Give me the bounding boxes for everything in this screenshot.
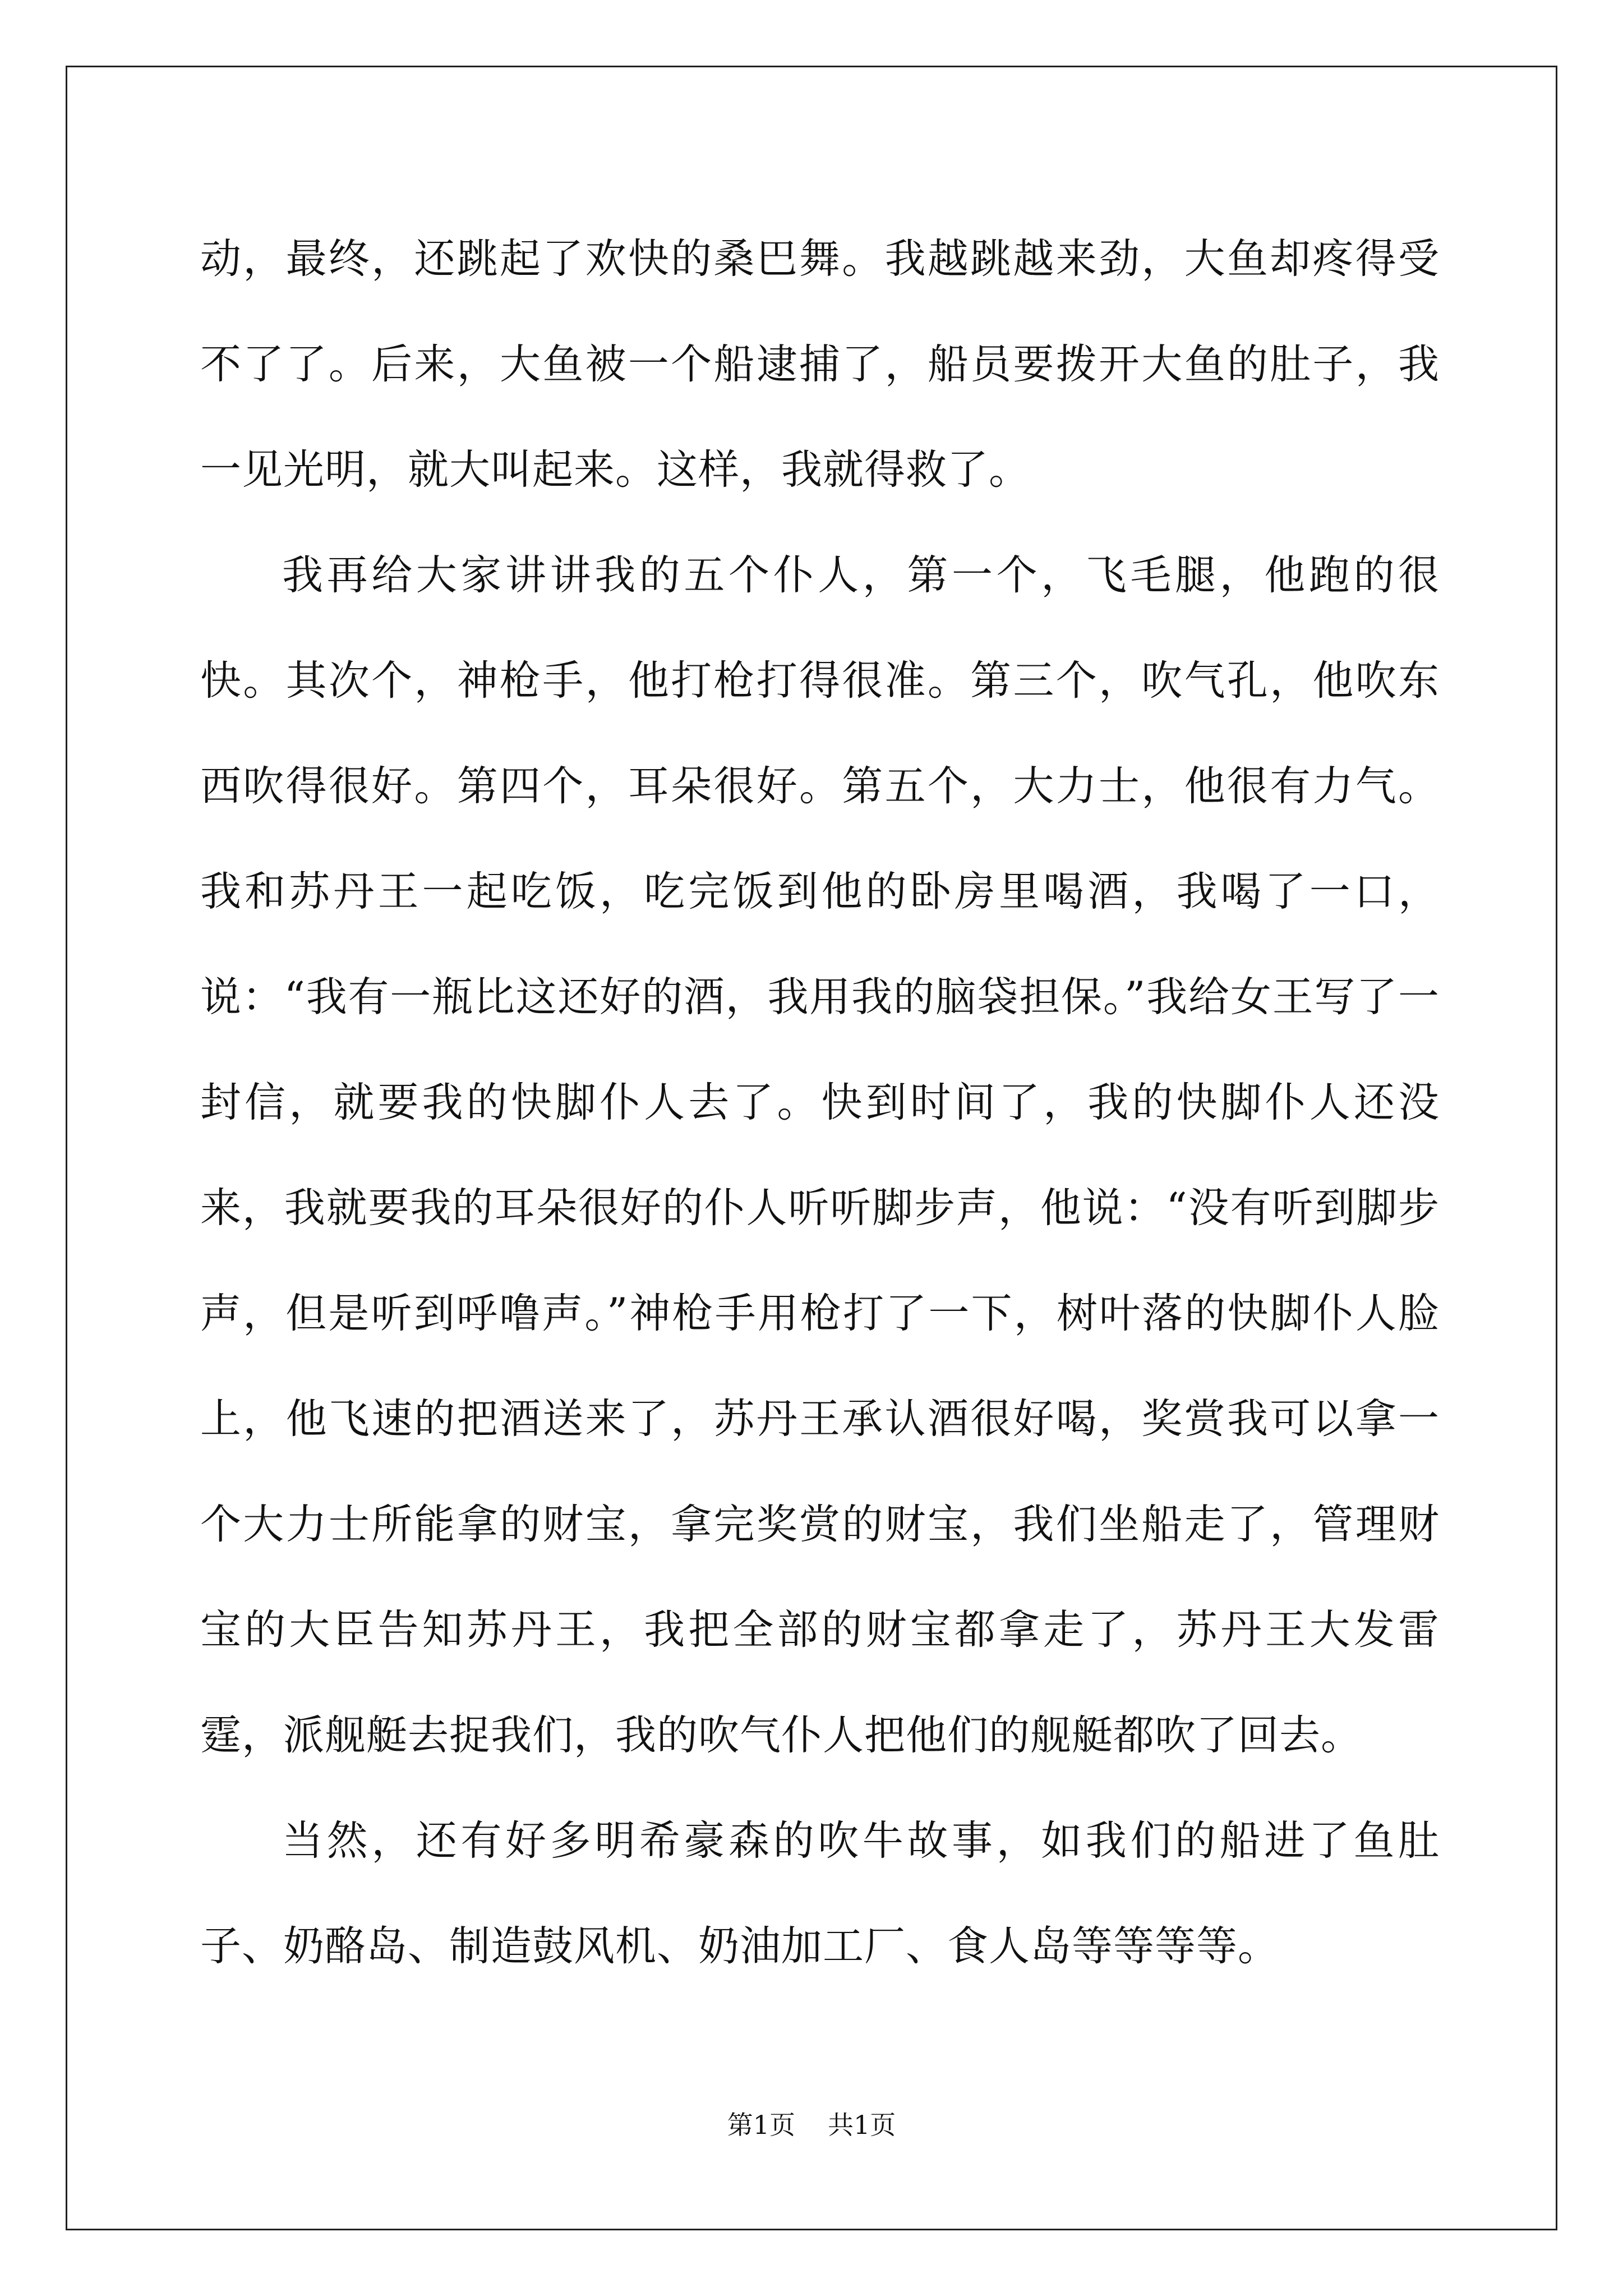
document-body [200,206,1440,1999]
page-footer [0,2108,1623,2142]
page-total: 共1页 [828,2110,896,2140]
paragraph-1: 动，最终，还跳起了欢快的桑巴舞。我越跳越来劲，大鱼却疼得受不了了。后来，大鱼被一个船逮捕了，船员要拨开大鱼的肚子，我一见光明，就大叫起来。这样，我就得救了。 [200,235,1440,494]
paragraph-2: 我再给大家讲讲我的五个仆人，第一个，飞毛腿，他跑的很快。其次个，神枪手，他打枪打得很准。第三个，吹气孔，他吹东西吹得很好。第四个，耳朵很好。第五个，大力士，他很有力气。我和苏丹王一起吃饭，吃完饭到他的卧房里喝酒，我喝了一口，说：“我有一瓶比这还好的酒，我用我的脑袋担保。”我给女王写了一封信，就要我的快脚仆人去了。快到时间了，我的快脚仆人还没来，我就要我的耳朵很好的仆人听听脚步声，他说：“没有听到脚步声，但是听到呼噜声。”神枪手用枪打了一下，树叶落的快脚仆人脸上，他飞速的把酒送来了，苏丹王承认酒很好喝，奖赏我可以拿一个大力士所能拿的财宝，拿完奖赏的财宝，我们坐船走了，管理财宝的大臣告知苏丹王，我把全部的财宝都拿走了，苏丹王大发雷霆，派舰艇去捉我们，我的吹气仆人把他们的舰艇都吹了回去。 [200,551,1440,1759]
page-number: 第1页 [727,2110,795,2140]
paragraph-3: 当然，还有好多明希豪森的吹牛故事，如我们的船进了鱼肚子、奶酪岛、制造鼓风机、奶油加工厂、食人岛等等等等。 [200,1817,1440,1970]
